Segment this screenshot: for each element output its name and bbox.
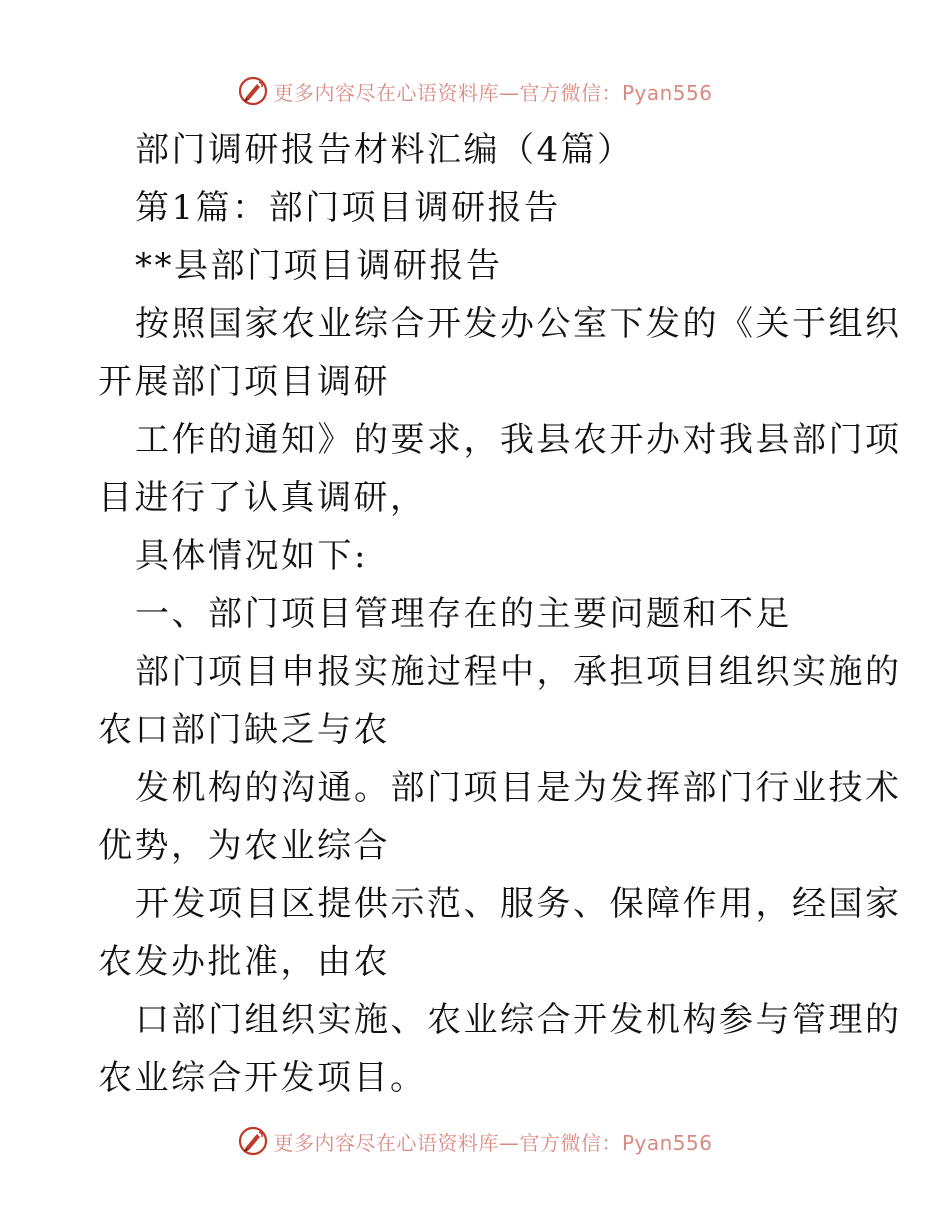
paragraph-line: 优势，为农业综合: [98, 826, 390, 866]
paragraph-line: 目进行了认真调研，: [98, 478, 427, 518]
watermark-footer: [0, 1121, 950, 1161]
watermark-text: 更多内容尽在心语资料库—官方微信：Pyan556: [273, 1130, 713, 1155]
paragraph-line: 发机构的沟通。部门项目是为发挥部门行业技术: [135, 768, 902, 808]
paragraph-line: 开发项目区提供示范、服务、保障作用，经国家: [135, 884, 902, 924]
document-body: [0, 121, 950, 1107]
paragraph-line: 农口部门缺乏与农: [98, 710, 390, 750]
paragraph-line: 按照国家农业综合开发办公室下发的《关于组织: [135, 304, 902, 344]
paragraph-line: 开展部门项目调研: [98, 362, 390, 402]
paragraph-line: 农业综合开发项目。: [98, 1058, 427, 1098]
report-title: **县部门项目调研报告: [135, 246, 503, 286]
paragraph-line: 部门项目申报实施过程中，承担项目组织实施的: [135, 652, 902, 692]
paragraph-line: 口部门组织实施、农业综合开发机构参与管理的: [135, 1000, 902, 1040]
subsection-heading: 一、部门项目管理存在的主要问题和不足: [135, 594, 792, 634]
pen-logo-icon: [237, 75, 269, 107]
watermark-header: [0, 71, 950, 111]
paragraph-line: 具体情况如下:: [135, 536, 368, 576]
paragraph-line: 工作的通知》的要求，我县农开办对我县部门项: [135, 420, 902, 460]
watermark-text: 更多内容尽在心语资料库—官方微信：Pyan556: [273, 80, 713, 105]
paragraph-line: 农发办批准，由农: [98, 942, 390, 982]
pen-logo-icon: [237, 1125, 269, 1157]
section-heading: 第1篇：部门项目调研报告: [135, 188, 561, 228]
document-title: 部门调研报告材料汇编（4篇）: [135, 130, 634, 170]
